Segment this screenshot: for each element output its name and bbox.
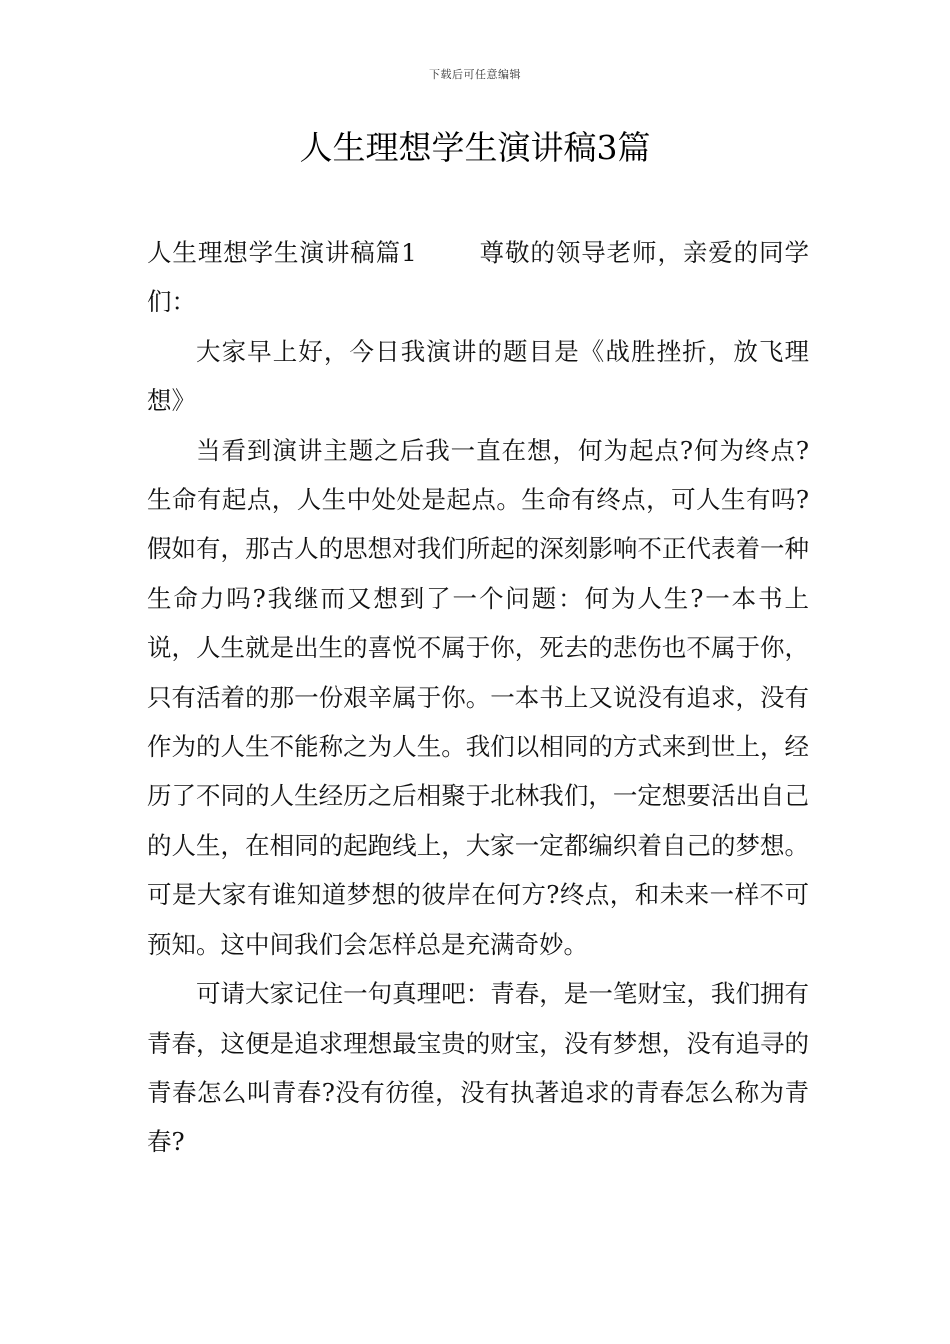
- section-heading: 人生理想学生演讲稿篇1: [147, 238, 417, 267]
- salutation: 尊敬的领导老师，亲爱的同学们：: [147, 238, 810, 317]
- header-note: 下载后可任意编辑: [429, 68, 521, 81]
- paragraph-opening: [147, 228, 809, 327]
- document-title: 人生理想学生演讲稿3篇: [299, 128, 651, 167]
- paragraph: 大家早上好，今日我演讲的题目是《战胜挫折，放飞理想》: [147, 336, 809, 416]
- document-body: [147, 228, 809, 1167]
- paragraph: 可请大家记住一句真理吧：青春，是一笔财宝，我们拥有青春，这便是追求理想最宝贵的财宝，没有梦想，没有追寻的青春怎么叫青春?没有彷徨，没有执著追求的青春怎么称为青春?: [147, 979, 809, 1157]
- paragraph: 当看到演讲主题之后我一直在想，何为起点?何为终点?生命有起点，人生中处处是起点。生命有终点，可人生有吗?假如有，那古人的思想对我们所起的深刻影响不正代表着一种生命力吗?我继而又想到了一个问题：何为人生?一本书上说，人生就是出生的喜悦不属于你，死去的悲伤也不属于你，只有活着的那一份艰辛属于你。一本书上又说没有追求，没有作为的人生不能称之为人生。我们以相同的方式来到世上，经历了不同的人生经历之后相聚于北林我们，一定想要活出自己的人生，在相同的起跑线上，大家一定都编织着自己的梦想。可是大家有谁知道梦想的彼岸在何方?终点，和未来一样不可预知。这中间我们会怎样总是充满奇妙。: [147, 435, 809, 959]
